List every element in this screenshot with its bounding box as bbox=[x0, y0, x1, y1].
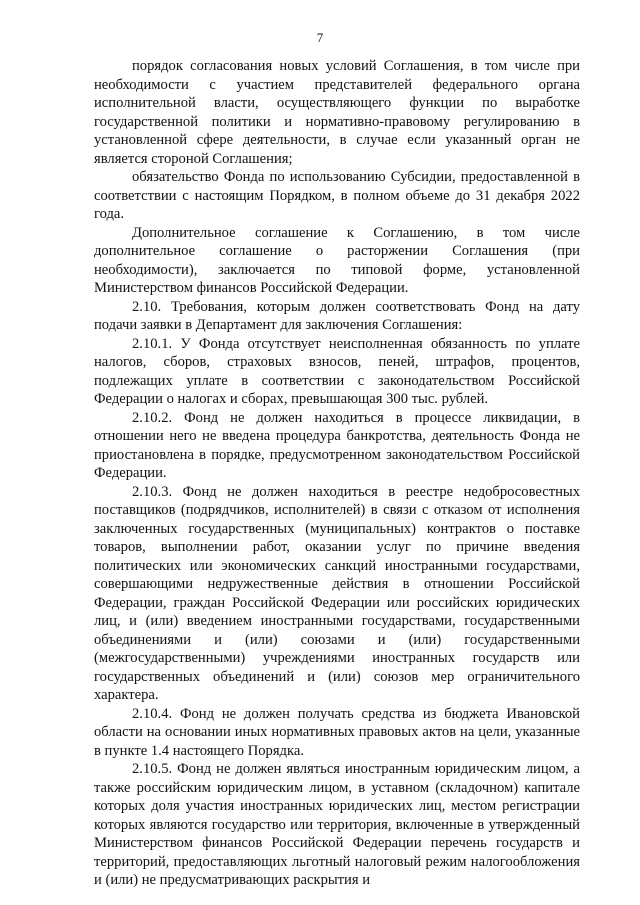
paragraph-2-10-3: 2.10.3. Фонд не должен находиться в реестре недобросовестных поставщиков (подрядчиков, исполнителей) в связи с отказом от исполнения заключенных государственных (муниципальных) контрактов о поставке товаров, выполнении работ, оказании услуг по причине введения политических или экономических санкций иностранными государствами, совершающими недружественные действия в отношении Российской Федерации, граждан Российской Федерации или российских юридических лиц, и (или) введением иностранными государствами, государственными объединениями и (или) союзами и (или) государственными (межгосударственными) учреждениями иностранных государств или государственных объединений и (или) союзов мер ограничительного характера. bbox=[94, 483, 580, 703]
paragraph-subsidy-obligation: обязательство Фонда по использованию Субсидии, предоставленной в соответствии с настоящим Порядком, в полном объеме до 31 декабря 2022 года. bbox=[94, 169, 580, 222]
paragraph-2-10-2: 2.10.2. Фонд не должен находиться в процессе ликвидации, в отношении него не введена процедура банкротства, деятельность Фонда не приостановлена в порядке, предусмотренном законодательством Российской Федерации. bbox=[94, 409, 580, 481]
paragraph-2-10: 2.10. Требования, которым должен соответствовать Фонд на дату подачи заявки в Департамент для заключения Соглашения: bbox=[94, 298, 580, 333]
paragraph-approval-procedure: порядок согласования новых условий Соглашения, в том числе при необходимости с участием представителей федерального органа исполнительной власти, осуществляющего функции по выработке государственной политики и нормативно-правовому регулированию в установленной сфере деятельности, в случае если указанный орган не является стороной Соглашения; bbox=[94, 58, 580, 167]
page-number: 7 bbox=[316, 30, 324, 45]
paragraph-2-10-4: 2.10.4. Фонд не должен получать средства из бюджета Ивановской области на основании иных нормативных правовых актов на цели, указанные в пункте 1.4 настоящего Порядка. bbox=[94, 705, 580, 759]
paragraph-2-10-5: 2.10.5. Фонд не должен являться иностранным юридическим лицом, а также российским юридическим лицом, в уставном (складочном) капитале которых доля участия иностранных юридических лиц, местом регистрации которых являются государство или территория, включенные в утвержденный Министерством финансов Российской Федерации перечень государств и территорий, предоставляющих льготный налоговый режим налогообложения и (или) не предусматривающих раскрытия и bbox=[94, 761, 580, 888]
paragraph-additional-agreement: Дополнительное соглашение к Соглашению, в том числе дополнительное соглашение о расторжении Соглашения (при необходимости), заключается по типовой форме, установленной Министерством финансов Российской Федерации. bbox=[94, 224, 580, 296]
paragraph-2-10-1: 2.10.1. У Фонда отсутствует неисполненная обязанность по уплате налогов, сборов, страховых взносов, пеней, штрафов, процентов, подлежащих уплате в соответствии с законодательством Российской Федерации о налогах и сборах, превышающая 300 тыс. рублей. bbox=[94, 335, 580, 407]
document-body bbox=[94, 57, 580, 890]
